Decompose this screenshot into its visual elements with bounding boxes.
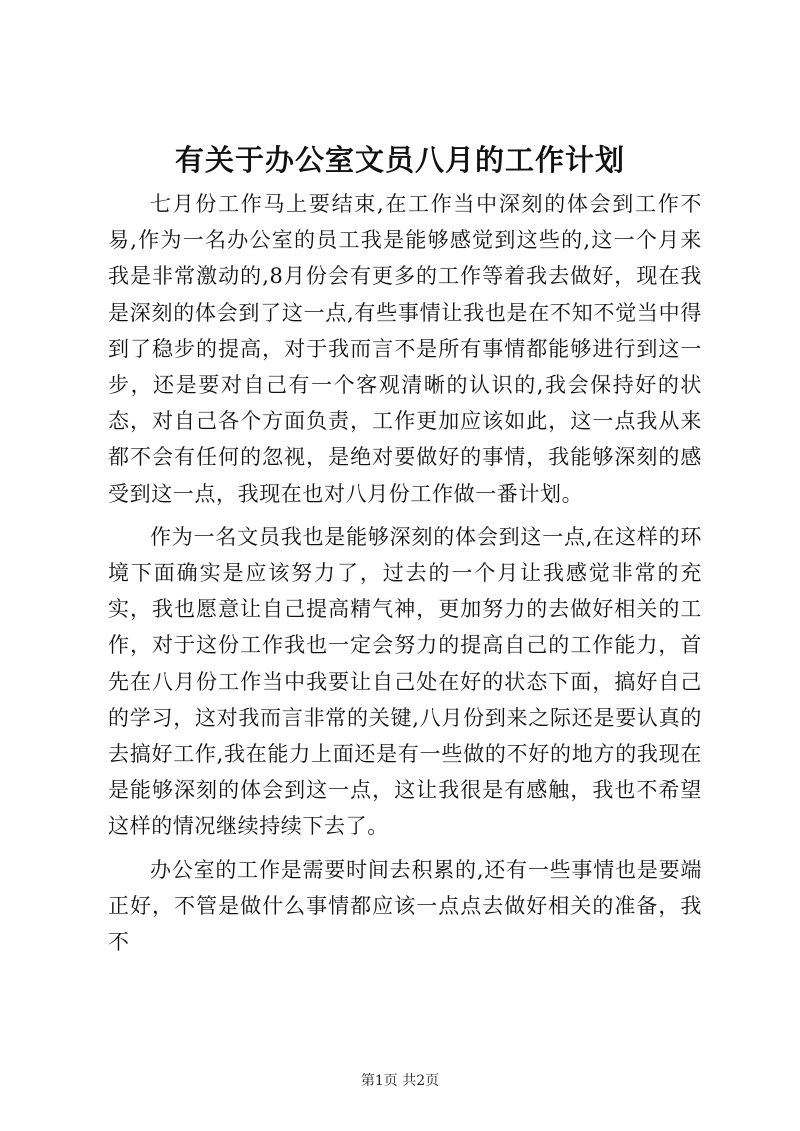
page-number-footer: 第1页 共2页 [360, 1073, 440, 1089]
paragraph-2: 作为一名文员我也是能够深刻的体会到这一点,在这样的环境下面确实是应该努力了，过去的一个月让我感觉非常的充实，我也愿意让自己提高精气神，更加努力的去做好相关的工作，对于这份工作我也一定会努力的提高自己的工作能力，首先在八月份工作当中我要让自己处在好的状态下面，搞好自己的学习，这对我而言非常的关键,八月份到来之际还是要认真的去搞好工作,我在能力上面还是有一些做的不好的地方的我现在是能够深刻的体会到这一点，这让我很是有感触，我也不希望这样的情况继续持续下去了。 [108, 524, 702, 839]
paragraph-3: 办公室的工作是需要时间去积累的,还有一些事情也是要端正好，不管是做什么事情都应该一点点去做好相关的准备，我不 [108, 857, 702, 955]
document-title: 有关于办公室文员八月的工作计划 [174, 143, 625, 177]
paragraph-1: 七月份工作马上要结束,在工作当中深刻的体会到工作不易,作为一名办公室的员工我是能够感觉到这些的,这一个月来我是非常激动的,8月份会有更多的工作等着我去做好，现在我是深刻的体会到了这一点,有些事情让我也是在不知不觉当中得到了稳步的提高，对于我而言不是所有事情都能够进行到这一步，还是要对自己有一个客观清晰的认识的,我会保持好的状态，对自己各个方面负责，工作更加应该如此，这一点我从来都不会有任何的忽视，是绝对要做好的事情，我能够深刻的感受到这一点，我现在也对八月份工作做一番计划。 [108, 192, 702, 506]
document-body [108, 186, 702, 960]
